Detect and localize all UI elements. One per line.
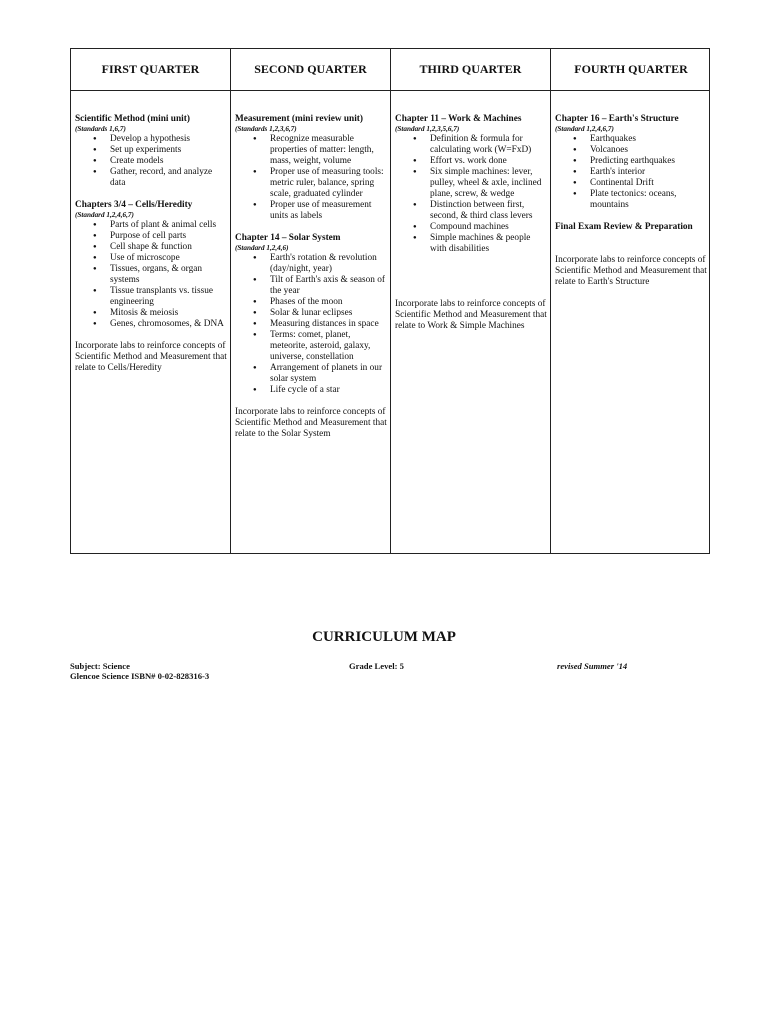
list-item: ● Effort vs. work done bbox=[430, 156, 547, 167]
standards-label: (Standard 1,2,4,6,7) bbox=[75, 211, 134, 219]
standards-label: (Standards 1,2,3,6,7) bbox=[235, 125, 297, 133]
list-item: ● Predicting earthquakes bbox=[590, 156, 708, 167]
topic-list bbox=[75, 134, 227, 189]
header-second-quarter: SECOND QUARTER bbox=[231, 49, 391, 90]
list-item: ● Recognize measurable properties of matter: length, mass, weight, volume bbox=[270, 134, 387, 167]
list-item: ● Develop a hypothesis bbox=[110, 134, 227, 145]
list-item: ● Definition & formula for calculating work (W=FxD) bbox=[430, 134, 547, 156]
list-item: ● Life cycle of a star bbox=[270, 385, 387, 396]
list-item: ● Six simple machines: lever, pulley, wheel & axle, inclined plane, screw, & wedge bbox=[430, 167, 547, 200]
table-header-row bbox=[71, 49, 709, 91]
topic-list bbox=[395, 134, 547, 255]
list-item: ● Proper use of measurement units as labels bbox=[270, 200, 387, 222]
labs-note: Incorporate labs to reinforce concepts of Scientific Method and Measurement that relate to Cells/Heredity bbox=[75, 341, 227, 373]
list-item: ● Measuring distances in space bbox=[270, 319, 387, 330]
list-item: ● Tissue transplants vs. tissue engineering bbox=[110, 286, 227, 308]
grade-level-label: Grade Level: 5 bbox=[349, 661, 404, 671]
third-quarter-column bbox=[391, 91, 551, 553]
section-title: Chapter 11 – Work & Machines bbox=[395, 114, 522, 124]
standards-label: (Standards 1,6,7) bbox=[75, 125, 126, 133]
topic-list bbox=[75, 220, 227, 330]
section-title: Scientific Method (mini unit) bbox=[75, 114, 190, 124]
list-item: ● Solar & lunar eclipses bbox=[270, 308, 387, 319]
topic-list bbox=[235, 253, 387, 396]
fourth-quarter-column bbox=[551, 91, 711, 553]
list-item: ● Distinction between first, second, & third class levers bbox=[430, 200, 547, 222]
list-item: ● Compound machines bbox=[430, 222, 547, 233]
list-item: ● Cell shape & function bbox=[110, 242, 227, 253]
final-exam-heading: Final Exam Review & Preparation bbox=[555, 222, 693, 232]
labs-note: Incorporate labs to reinforce concepts of Scientific Method and Measurement that relate to the Solar System bbox=[235, 407, 387, 439]
labs-note: Incorporate labs to reinforce concepts of Scientific Method and Measurement that relate to Work & Simple Machines bbox=[395, 299, 547, 331]
subject-label: Subject: Science bbox=[70, 661, 130, 671]
list-item: ● Parts of plant & animal cells bbox=[110, 220, 227, 231]
labs-note: Incorporate labs to reinforce concepts of Scientific Method and Measurement that relate to Earth's Structure bbox=[555, 255, 707, 287]
list-item: ● Proper use of measuring tools: metric ruler, balance, spring scale, graduated cylinder bbox=[270, 167, 387, 200]
list-item: ● Continental Drift bbox=[590, 178, 708, 189]
list-item: ● Volcanoes bbox=[590, 145, 708, 156]
document-title: CURRICULUM MAP bbox=[312, 629, 456, 645]
list-item: ● Use of microscope bbox=[110, 253, 227, 264]
header-first-quarter: FIRST QUARTER bbox=[71, 49, 231, 90]
section-title: Measurement (mini review unit) bbox=[235, 114, 363, 124]
table-body-row bbox=[71, 91, 709, 553]
list-item: ● Purpose of cell parts bbox=[110, 231, 227, 242]
standards-label: (Standard 1,2,4,6) bbox=[235, 244, 289, 252]
first-quarter-column bbox=[71, 91, 231, 553]
isbn-label: Glencoe Science ISBN# 0-02-828316-3 bbox=[70, 671, 210, 681]
list-item: ● Tilt of Earth's axis & season of the year bbox=[270, 275, 387, 297]
list-item: ● Earthquakes bbox=[590, 134, 708, 145]
list-item: ● Phases of the moon bbox=[270, 297, 387, 308]
list-item: ● Mitosis & meiosis bbox=[110, 308, 227, 319]
list-item: ● Terms: comet, planet, meteorite, asteroid, galaxy, universe, constellation bbox=[270, 330, 387, 363]
topic-list bbox=[235, 134, 387, 222]
curriculum-table bbox=[70, 48, 710, 554]
list-item: ● Earth's rotation & revolution (day/night, year) bbox=[270, 253, 387, 275]
standards-label: (Standard 1,2,3,5,6,7) bbox=[395, 125, 460, 133]
list-item: ● Plate tectonics: oceans, mountains bbox=[590, 189, 708, 211]
section-title: Chapter 16 – Earth's Structure bbox=[555, 114, 679, 124]
standards-label: (Standard 1,2,4,6,7) bbox=[555, 125, 614, 133]
section-title: Chapter 14 – Solar System bbox=[235, 233, 341, 243]
list-item: ● Earth's interior bbox=[590, 167, 708, 178]
list-item: ● Set up experiments bbox=[110, 145, 227, 156]
revised-label: revised Summer '14 bbox=[557, 661, 628, 671]
header-fourth-quarter: FOURTH QUARTER bbox=[574, 62, 688, 76]
list-item: ● Arrangement of planets in our solar system bbox=[270, 363, 387, 385]
list-item: ● Create models bbox=[110, 156, 227, 167]
second-quarter-column bbox=[231, 91, 391, 553]
section-title: Chapters 3/4 – Cells/Heredity bbox=[75, 200, 193, 210]
header-third-quarter: THIRD QUARTER bbox=[391, 49, 551, 90]
topic-list bbox=[555, 134, 708, 211]
list-item: ● Tissues, organs, & organ systems bbox=[110, 264, 227, 286]
list-item: ● Genes, chromosomes, & DNA bbox=[110, 319, 227, 330]
list-item: ● Simple machines & people with disabilities bbox=[430, 233, 547, 255]
list-item: ● Gather, record, and analyze data bbox=[110, 167, 227, 189]
